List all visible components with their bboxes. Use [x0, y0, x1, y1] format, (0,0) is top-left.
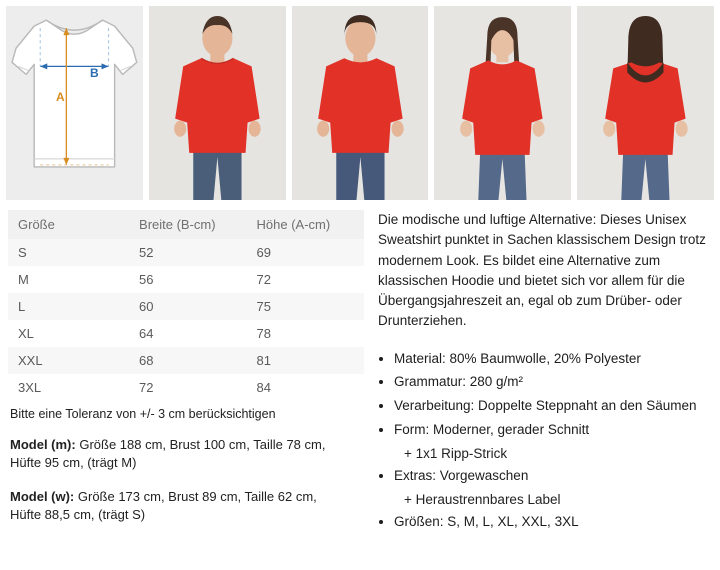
cell-size: 3XL — [18, 380, 42, 395]
model-male-back-figure — [292, 6, 429, 200]
table-row — [8, 320, 364, 347]
table-header-row — [8, 210, 364, 239]
size-table — [8, 210, 364, 401]
cell-size: S — [18, 245, 27, 260]
cell-height: 84 — [256, 380, 271, 395]
model-male-front-photo — [149, 6, 286, 200]
cell-width: 60 — [139, 299, 154, 314]
table-row — [8, 293, 364, 320]
cell-height: 69 — [256, 245, 271, 260]
spec-fit-detail: + 1x1 Ripp-Strick — [404, 445, 508, 461]
spec-list-sizes — [378, 511, 712, 533]
cell-width: 72 — [139, 380, 154, 395]
model-female-front-photo — [434, 6, 571, 200]
size-column — [8, 210, 364, 534]
content-area — [0, 200, 720, 534]
table-row — [8, 347, 364, 374]
photo-strip — [0, 0, 720, 200]
header-height: Höhe (A-cm) — [247, 210, 365, 239]
dimension-label-a: A — [56, 90, 65, 104]
cell-width: 52 — [139, 245, 154, 260]
product-description: Die modische und luftige Alternative: Dieses Unisex Sweatshirt punktet in Sachen klassischem Design trotz modernem Look. Es bildet eine Alternative zum klassischen Hoodie und bietet sich vor allem für die Übergangsjahreszeit an, egal ob zum Drüber- oder Drunterziehen. — [378, 212, 706, 329]
spec-extras-detail: + Heraustrennbares Label — [404, 491, 561, 507]
header-size: Größe — [8, 210, 129, 239]
model-female-back-figure — [577, 6, 714, 200]
size-diagram-panel — [6, 6, 143, 200]
model-male-measurements — [10, 436, 364, 473]
spec-list — [378, 348, 712, 441]
cell-size: M — [18, 272, 29, 287]
model-male-line1: Größe 188 cm, Brust 100 cm, Taille 78 cm, — [75, 437, 326, 452]
model-male-back-photo — [292, 6, 429, 200]
cell-size: L — [18, 299, 26, 314]
table-row — [8, 266, 364, 293]
cell-height: 81 — [256, 353, 271, 368]
table-row — [8, 374, 364, 401]
cell-size: XXL — [18, 353, 43, 368]
cell-height: 75 — [256, 299, 271, 314]
cell-width: 68 — [139, 353, 154, 368]
model-male-front-figure — [149, 6, 286, 200]
size-table-body — [8, 239, 364, 401]
model-female-measurements — [10, 488, 364, 525]
model-male-line2: Hüfte 95 cm, (trägt M) — [10, 455, 137, 471]
model-female-line2: Hüfte 88,5 cm, (trägt S) — [10, 507, 146, 523]
model-female-back-photo — [577, 6, 714, 200]
sweatshirt-schematic-icon — [6, 6, 143, 200]
tolerance-note: Bitte eine Toleranz von +/- 3 cm berücksichtigen — [10, 407, 276, 421]
header-width: Breite (B-cm) — [129, 210, 246, 239]
model-female-label: Model (w): — [10, 488, 75, 504]
cell-width: 64 — [139, 326, 154, 341]
cell-height: 72 — [256, 272, 271, 287]
model-male-label: Model (m): — [10, 437, 76, 452]
cell-size: XL — [18, 326, 34, 341]
spec-weight: • Grammatur: 280 g/m² — [394, 371, 712, 393]
model-female-line1: Größe 173 cm, Brust 89 cm, Taille 62 cm, — [74, 488, 317, 504]
table-row — [8, 239, 364, 266]
size-table-head — [8, 210, 364, 239]
dimension-label-b: B — [90, 66, 99, 80]
cell-height: 78 — [256, 326, 271, 341]
spec-list-continued — [378, 465, 712, 487]
spec-fit: • Form: Moderner, gerader Schnitt — [394, 419, 712, 441]
spec-material: • Material: 80% Baumwolle, 20% Polyester — [394, 348, 712, 370]
spec-extras: • Extras: Vorgewaschen — [394, 465, 712, 487]
model-female-front-figure — [434, 6, 571, 200]
description-column — [378, 210, 712, 534]
cell-width: 56 — [139, 272, 154, 287]
spec-sizes: • Größen: S, M, L, XL, XXL, 3XL — [394, 511, 712, 533]
spec-construction: • Verarbeitung: Doppelte Steppnaht an den Säumen — [394, 395, 712, 417]
